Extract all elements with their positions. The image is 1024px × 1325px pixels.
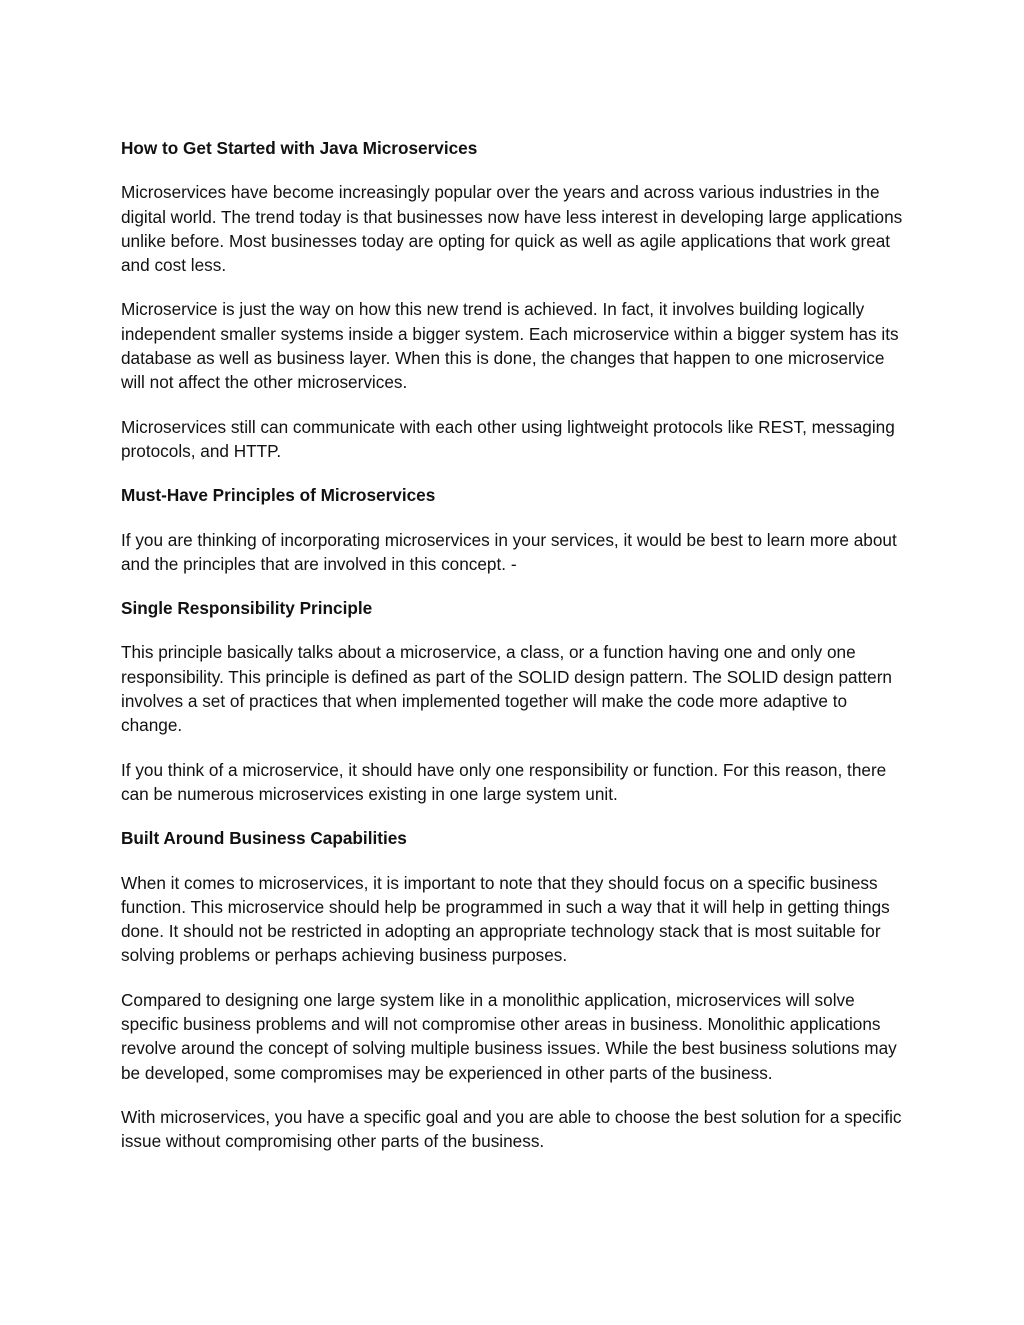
document-page xyxy=(121,136,911,1174)
paragraph: Compared to designing one large system like in a monolithic application, microservices will solve specific business problems and will not compromise other areas in business. Monolithic applications revolve around the concept of solving multiple business issues. While the best business solutions may be developed, some compromises may be experienced in other parts of the business. xyxy=(121,989,897,1083)
section-heading: Built Around Business Capabilities xyxy=(121,828,407,849)
paragraph: With microservices, you have a specific goal and you are able to choose the best solution for a specific issue without compromising other parts of the business. xyxy=(121,1106,902,1152)
section-heading: Must-Have Principles of Microservices xyxy=(121,485,436,506)
paragraph: If you think of a microservice, it should have only one responsibility or function. For this reason, there can be numerous microservices existing in one large system unit. xyxy=(121,759,887,804)
section-heading: Single Responsibility Principle xyxy=(121,598,373,619)
paragraph: Microservice is just the way on how this new trend is achieved. In fact, it involves building logically independent smaller systems inside a bigger system. Each microservice within a bigger system has its database as well as business layer. When this is done, the changes that happen to one microservice will not affect the other microservices. xyxy=(121,299,899,393)
paragraph: When it comes to microservices, it is important to note that they should focus on a specific business function. This microservice should help be programmed in such a way that it will help in getting things done. It should not be restricted in adopting an appropriate technology stack that is most suitable for solving problems or perhaps achieving business purposes. xyxy=(121,872,890,966)
paragraph: Microservices still can communicate with each other using lightweight protocols like REST, messaging protocols, and HTTP. xyxy=(121,416,895,461)
document-title: How to Get Started with Java Microservices xyxy=(121,138,478,158)
paragraph: This principle basically talks about a microservice, a class, or a function having one and only one responsibility. This principle is defined as part of the SOLID design pattern. The SOLID design pattern involves a set of practices that when implemented together will make the code more adaptive to change. xyxy=(121,642,892,736)
paragraph: If you are thinking of incorporating microservices in your services, it would be best to learn more about and the principles that are involved in this concept. - xyxy=(121,529,897,574)
paragraph: Microservices have become increasingly popular over the years and across various industries in the digital world. The trend today is that businesses now have less interest in developing large applications unlike before. Most businesses today are opting for quick as well as agile applications that work great and cost less. xyxy=(121,182,903,276)
